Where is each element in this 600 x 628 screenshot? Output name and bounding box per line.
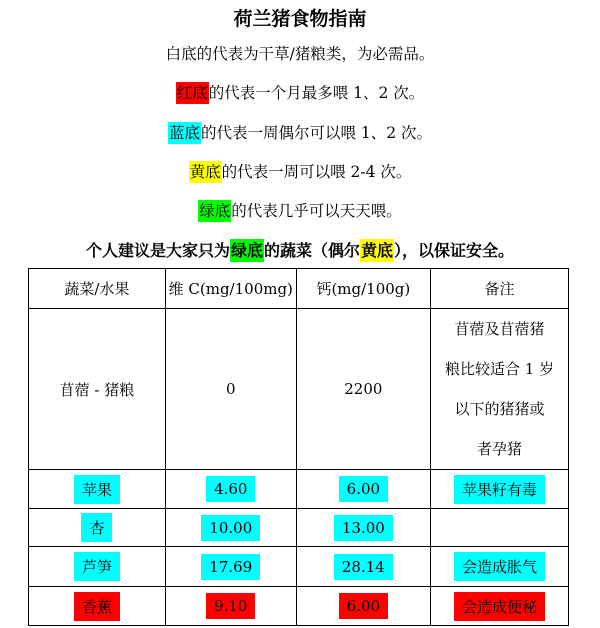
green-swatch-label: 绿底 xyxy=(199,202,231,220)
cell-note xyxy=(431,309,569,470)
red-swatch-label: 红底 xyxy=(176,84,208,102)
header-calcium: 钙(mg/100g) xyxy=(296,269,430,309)
cell-food-text: 芦笋 xyxy=(74,552,120,581)
cell-ca-text: 28.14 xyxy=(334,554,393,580)
header-note: 备注 xyxy=(431,269,569,309)
blue-swatch-label: 蓝底 xyxy=(168,124,200,142)
advice-part1: 个人建议是大家只为 xyxy=(85,241,230,260)
note-line: 苜蓿及苜蓿猪 xyxy=(454,320,545,338)
advice-part3: ），以保证安全。 xyxy=(394,241,515,260)
cell-vitamin-c xyxy=(165,547,296,587)
cell-vitamin-c: 0 xyxy=(165,309,296,470)
advice-part2: 的蔬菜（偶尔 xyxy=(263,241,360,260)
legend-green xyxy=(0,199,600,221)
legend-yellow-text: 的代表一周可以喂 2-4 次。 xyxy=(221,163,412,181)
cell-food xyxy=(29,587,166,626)
advice-line xyxy=(0,238,600,261)
legend-white: 白底的代表为干草/猪粮类，为必需品。 xyxy=(165,45,435,63)
legend-green-text: 的代表几乎可以天天喂。 xyxy=(231,202,402,220)
header-vitamin-c: 维 C(mg/100mg) xyxy=(165,269,296,309)
table-row xyxy=(29,547,569,587)
page-title: 荷兰猪食物指南 xyxy=(233,8,367,30)
cell-calcium xyxy=(296,587,430,626)
yellow-swatch-label: 黄底 xyxy=(189,163,221,181)
cell-vitamin-c xyxy=(165,509,296,547)
table-row xyxy=(29,509,569,547)
food-table xyxy=(28,268,569,626)
cell-vitamin-c xyxy=(165,470,296,509)
cell-food: 苜蓿 - 猪粮 xyxy=(29,309,166,470)
legend-red-text: 的代表一个月最多喂 1、2 次。 xyxy=(208,84,425,102)
cell-vc-text: 17.69 xyxy=(201,554,260,580)
cell-food xyxy=(29,547,166,587)
cell-calcium xyxy=(296,547,430,587)
table-row xyxy=(29,470,569,509)
cell-vc-text: 9.10 xyxy=(206,593,255,619)
cell-food xyxy=(29,509,166,547)
cell-note-text: 会造成便秘 xyxy=(454,592,545,621)
cell-note xyxy=(431,587,569,626)
cell-note-text: 会造成胀气 xyxy=(454,552,545,581)
cell-ca-text: 6.00 xyxy=(339,476,388,502)
cell-food-text: 苹果 xyxy=(74,475,120,504)
cell-vc-text: 4.60 xyxy=(206,476,255,502)
cell-note-text: 苹果籽有毒 xyxy=(454,475,545,504)
note-line: 以下的猪猪或 xyxy=(454,400,545,418)
advice-yellow: 黄底 xyxy=(361,241,394,260)
table-row xyxy=(29,587,569,626)
cell-calcium xyxy=(296,470,430,509)
cell-note xyxy=(431,470,569,509)
cell-ca-text: 6.00 xyxy=(339,593,388,619)
cell-vitamin-c xyxy=(165,587,296,626)
cell-note xyxy=(431,509,569,547)
cell-food xyxy=(29,470,166,509)
cell-note xyxy=(431,547,569,587)
header-food: 蔬菜/水果 xyxy=(29,269,166,309)
legend-yellow xyxy=(0,160,600,182)
cell-food-text: 香蕉 xyxy=(74,592,120,621)
cell-food-text: 杏 xyxy=(81,513,112,542)
note-line: 粮比较适合 1 岁 xyxy=(444,360,555,378)
table-row xyxy=(29,309,569,470)
advice-green: 绿底 xyxy=(230,241,263,260)
legend-red xyxy=(0,81,600,103)
legend-blue-text: 的代表一周偶尔可以喂 1、2 次。 xyxy=(200,124,433,142)
table-header-row xyxy=(29,269,569,309)
cell-vc-text: 10.00 xyxy=(201,515,260,541)
cell-ca-text: 13.00 xyxy=(334,515,393,541)
note-line: 者孕猪 xyxy=(477,440,523,458)
legend-blue xyxy=(0,121,600,143)
cell-calcium xyxy=(296,509,430,547)
cell-calcium: 2200 xyxy=(296,309,430,470)
